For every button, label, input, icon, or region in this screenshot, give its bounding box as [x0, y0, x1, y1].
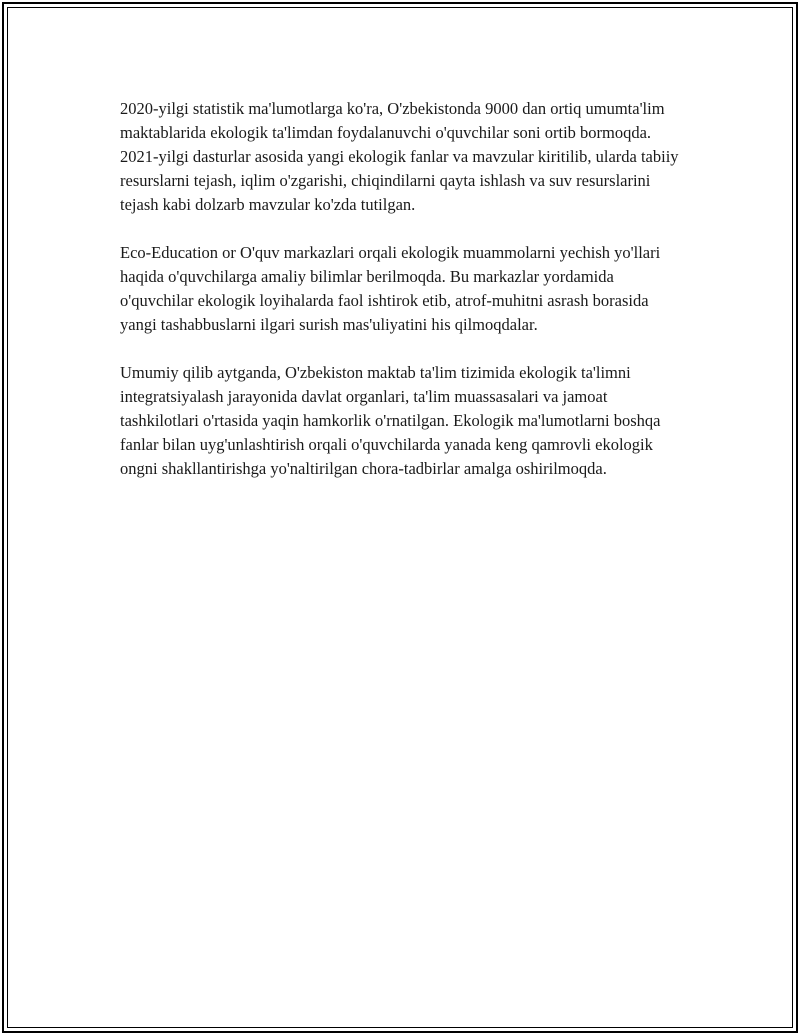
paragraph-eco-education: Eco-Education or O'quv markazlari orqali ekologik muammolarni yechish yo'llari haqida o'quvchilarga amaliy bilimlar berilmoqda. Bu markazlar yordamida o'quvchilar ekologik loyihalarda faol ishtirok etib, atrof-muhitni asrash borasida yangi tashabbuslarni ilgari surish mas'uliyatini his qilmoqdalar.: [120, 243, 661, 334]
document-body: [120, 97, 680, 505]
document-page: [2, 2, 798, 1033]
paragraph-conclusion: Umumiy qilib aytganda, O'zbekiston maktab ta'lim tizimida ekologik ta'limni integratsiyalash jarayonida davlat organlari, ta'lim muassasalari va jamoat tashkilotlari o'rtasida yaqin hamkorlik o'rnatilgan. Ekologik ma'lumotlarni boshqa fanlar bilan uyg'unlashtirish orqali o'quvchilarda yanada keng qamrovli ekologik ongni shakllantirishga yo'naltirilgan chora-tadbirlar amalga oshirilmoqda.: [120, 363, 661, 478]
paragraph-statistics: 2020-yilgi statistik ma'lumotlarga ko'ra, O'zbekistonda 9000 dan ortiq umumta'lim maktablarida ekologik ta'limdan foydalanuvchi o'quvchilar soni ortib bormoqda. 2021-yilgi dasturlar asosida yangi ekologik fanlar va mavzular kiritilib, ularda tabiiy resurslarni tejash, iqlim o'zgarishi, chiqindilarni qayta ishlash va suv resurslarini tejash kabi dolzarb mavzular ko'zda tutilgan.: [120, 99, 679, 214]
